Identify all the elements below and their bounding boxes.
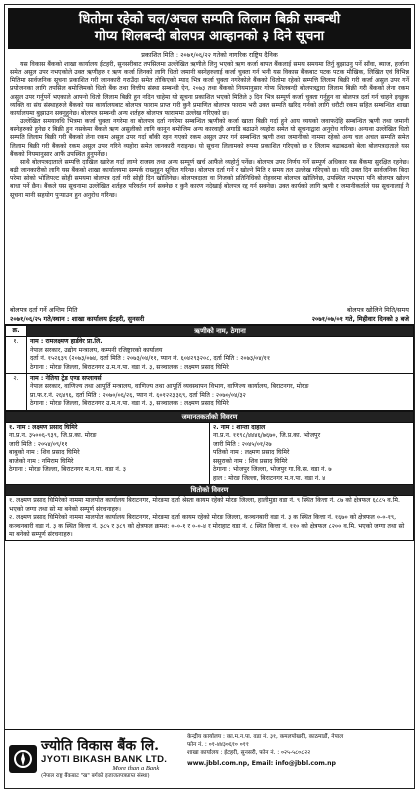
bank-name-english: JYOTI BIKASH BANK LTD. [41,754,168,765]
footer [5,729,414,788]
tender-dates-values [5,315,414,325]
deadline-value: २०७१/०६/२५ गते/स्थान : शाखा कार्यालय ईटहरी, सुनसरी [10,315,145,323]
col-heading-sn: क्र. [6,326,27,337]
bank-website-link[interactable]: www.jbbl.com.np, Email: info@jbbl.com.np [187,759,336,767]
opening-value: २०७१/०७/०१ गते, मिहीवार दिनको ३ बजे [311,315,409,323]
borrower-2-details [27,374,414,411]
guarantor-1-issued: जारी मिति : २०५४/०९/११ [9,440,68,448]
table-row [6,423,414,485]
central-office: केन्द्रीय कार्यालय : का.म.न.पा. वडा नं. ३१, कमलपोखरी, काठमाडौं, नेपाल [187,734,344,740]
collateral-heading: धितोको विवरण [6,484,414,495]
guarantor-1-father: बाबुको नाम : शिव प्रसाद घिमिरे [9,449,80,457]
guarantor-2-citizenship: ना.प्र.न. ११९८/४४४६/७६७०, जि.प्र.का. भोजपुर [213,432,321,440]
guarantor-1-grandfather: बाजेको नाम : नमिराम घिमिरे [9,457,74,465]
guarantor-2-num: २. [213,424,219,432]
guarantor-2-address-1: ठेगाना : भोजपुर जिल्ला, भोजपुर गा.वि.स. वडा नं. ७ [213,466,332,474]
bank-name-block [41,738,167,780]
bank-name-nepali: ज्योति विकास बैंक लि. [41,738,159,754]
guarantor-2-issued: जारी मिति : २०४५/०१/२७ [213,440,272,448]
borrower-2-line2: प्रा.फ.र.नं. २६४९६, दर्ता मिति : २०७०/०६/२६, प्यान नं. ६०१२२३३६९, दर्ता मिति : २०७०/०४/३२ [30,391,246,399]
table-row [6,496,414,541]
col-heading-borrower: ऋणीको नाम, ठेगाना [27,326,414,337]
guarantor-heading: जमानतकर्ताको विवरण [6,411,414,422]
notice-paragraph-3: साथै बोलपत्रदाताले सम्पत्ति दाखिल खारेज गर्दा लाग्ने राजस्व तथा अन्य सम्पूर्ण खर्च आफैंले व्यहोर्नु पर्नेछ। बोलपत्र उपर निर्णय गर्ने सम्पूर्ण अधिकार यस बैंकमा सुरक्षित रहनेछ। बढी जानकारीको लागि यस बैंकको शाखा कार्यालयमा सम्पर्क राख्नुहुन सूचित गरिन्छ। बोलपत्र दर्ता गर्ने र खोल्ने मिति र समय तल उल्लेख गरिएको छ। यदि उक्त दिन सार्वजनिक बिदा परेमा सोको भोलिपल्ट सोही समयमा बोलपत्र दर्ता गरी सोही दिन खोलिनेछ। बोलपत्रदाता वा निजको प्रतिनिधिको रोहवरमा बोलपत्र खोलिनेछ, उपस्थित नभएमा पनि बोलपत्र खोल्न बाधा पर्ने छैन। बैंकले यस सूचनामा उल्लेखित शर्तहरु परिवर्तन गर्न सक्नेछ र कुनै कारण नदेखाई बोलपत्र रद्द गर्न सक्नेछ। उक्त कार्यको लागि ऋणी र जमानीकर्ताले यस सूचनालाई नै सूचना मानी सहयोग पुर्‍याउन हुन अनुरोध गरिन्छ। [10,158,409,199]
collateral-details [6,496,414,541]
publication-info: प्रकाशित मिति : २०७१/०६/२२ गतेको नागरिक राष्ट्रिय दैनिक [141,51,278,59]
guarantor-2-address-2: हाल : मोरङ जिल्ला, बिराटनगर म.न.पा. वडा नं. ४ [213,474,326,482]
table-row [6,374,414,411]
borrower-2-num: २. [6,374,27,411]
opening-label: बोलपत्र खोलिने मिति/समय [346,306,409,314]
borrower-table [5,325,414,411]
notice-title-line-1: धितोमा रहेको चल/अचल सम्पति लिलाम बिक्री सम्बन्धी [78,12,341,27]
guarantor-table [5,411,414,542]
borrower-2-line3: ठेगाना : मोरङ जिल्ला, बिराटनगर उ.म.न.पा. वडा नं. ३, सञ्चालक : लक्ष्मण प्रसाद घिमिरे [30,400,229,408]
bank-logo-block [5,730,183,788]
guarantor-2-father-in-law: ससुराको नाम : शिव प्रसाद घिमिरे [213,457,288,465]
notice-body [5,60,414,305]
branch-office: शाखा कार्यालय : ईटहरी, सुनसरी, फोन नं. : ०२५-५८०८२२ [187,750,311,757]
guarantor-1-citizenship: ना.प्र.न. ३५००६-९३९, जि.प्र.का. मोरङ [9,432,97,440]
guarantor-1-num: १. [9,424,15,432]
tender-dates-labels [5,306,414,315]
table-row [6,337,414,374]
notice-title-line-2: गोप्य शिलबन्दी बोलपत्र आव्हानको ३ दिने सूचना [94,29,325,44]
guarantor-1-address: ठेगाना : मोरङ जिल्ला, बिराटनगर म.न.पा. वडा नं. ३ [9,466,127,474]
central-phone: फोन नं. : ०१-४४३०६१० ०११ [187,742,249,749]
borrower-1-line2: दर्ता नं. १५२६३९ (२०७३/०७४, दर्ता मिति : २०७३/०४/११, प्यान नं. ६०४२९३२०८, दर्ता मिति : २०७३/०४/११ [30,355,271,363]
notice-paragraph-2: उल्लेखित समयावधि भित्रमा कर्जा चुक्ता नगरेमा वा बोलपत्र दर्ता नगरेमा सम्बन्धित ऋणीको कर्जा खाता बिक्री गर्दा हुने आय व्ययको जवाफदेहि सम्बन्धित ऋणी तथा जमानी बस्नेहरुको हुनेछ र बिक्री हुन नसकेमा बैंकले ऋण असुलीको लागि कानून बमोजिम अन्य कारवाही अगाडि बढाउने व्यहोरा समेत यो सूचनाद्वारा अनुरोध गरिन्छ। अन्यथा उल्लेखित धितो सम्पति लिलाम बिक्री गरी बैंकको लेना रकम असुल उपर गर्दा बाँकी रहन गएको रकम असुल उपर गर्न सम्बन्धित ऋणी तथा जमानीको नाममा रहेको अन्य चल अचल सम्पति समेत लिलाम बिक्री गरी बैंकको रकम असुल उपर गरिने व्यहोरा समेत जानकारी गराइन्छ। यो सूचना लिलामको रुपमा प्रकाशित गरिएको छ र लिलाम बढाबढको बेला बोलपत्रदाताले यस बैंकको नियमानुसार आफैं उपस्थित हुनुपर्नेछ। [10,118,409,158]
borrower-1-details [27,337,414,374]
bank-tagline: More than a Bank [112,765,160,772]
guarantor-2-husband: पतिको नाम : लक्ष्मण प्रसाद घिमिरे [213,449,290,457]
notice-paragraph-1: यस विकास बैंकको शाखा कार्यालय ईटहरी, सुनसरीबाट तपसिलमा उल्लेखित ऋणीले लिनु भएको ऋण कर्जा बापत बैंकलाई समय समयमा तिर्नु बुझाउनु पर्ने साँवा, ब्याज, हर्जाना समेत असुल उपर नभएकोले उक्त ऋणीहरु र ऋण कर्जा लिनको लागि धितो जमानी बस्नेहरुलाई कर्जा चुक्ता गर्न भनी यस विकास बैंकबाट पटक पटक मौखिक, लिखित एवं विभिन्न मितिमा सार्वजनिक सूचना प्रकाशित गरी जानकारी गराउँदा समेत तोकिएको म्याद भित्र कर्जा चुक्ता नगरेकोले बैंकको धितोमा रहेको सम्पत्ति लिलाम बिक्री गरी कर्जा असुल उपर गर्ने प्रयोजनका लागि तपसिल बमोजिमको धितो बैंक तथा वित्तीय संस्था सम्बन्धी ऐन, २०७३ तथा बैंकको नियमानुसार गोप्य शिलबन्दी बोलपत्रद्वारा लिलाम बिक्री गरी बैंकको लेना रकम असुल उपर गर्नुपर्ने भएकाले आफ्नो धितो लिलाम बिक्री हुन नदिन चाहेमा यो सूचना प्रकाशित भएको मितिले ३ दिन भित्र सम्पूर्ण कर्जा चुक्ता गर्नुहुन वा बोलपत्र दर्ता गर्न चाहने इच्छुक व्यक्ति वा संघ संस्थाहरुले बैंकको यस कार्यालयबाट बोलपत्र फाराम प्राप्त गरी कुनै प्रमाणित बोलपत्र फाराम भरी उक्त सम्पति खरिद गर्नको लागि धरौटी रकम सहित सम्बन्धित शाखा कार्यालयमा बुझाउन सक्नुहुनेछ। बोलपत्र सम्बन्धी अन्य शर्तहरु बोलपत्र फाराममा उल्लेख गरिएको छ। [10,61,409,117]
collateral-item-1: १. लक्ष्मण प्रसाद घिमिरेको नाममा मालपोत कार्यालय बिराटनगर, मोरङमा दर्ता श्रेस्ता कायम रहेको मोरङ जिल्ला, हालीमुडा वडा नं. ९ स्थित कित्ता नं. ८७ को क्षेत्रफल ६८८५ व.मि. भएको जग्गा तथा सो मा बनेको सम्पूर्ण संरचनाहरु। [9,497,400,513]
collateral-item-2: २. लक्ष्मण प्रसाद घिमिरेको नाममा मालपोत कार्यालय बिराटनगर, मोरङमा दर्ता कायम रहेको मोरङ जिल्ला, कञ्चनबारी वडा नं. ३ क स्थित कित्ता नं. १६७० को क्षेत्रफल ०-०-१९, कञ्चनबारी वडा नं. ३ क स्थित कित्ता नं. ३८५ र ३८९ को क्षेत्रफल क्रमश: ०-०-१ र ०-०-४ र मोराहाट वडा नं. ८ स्थित कित्ता नं. ११० को क्षेत्रफल ८२०० व.मि. भएको जग्गा तथा सो मा बनेको सम्पूर्ण संरचनाहरु। [9,514,405,538]
notice-page [4,4,415,789]
guarantor-1 [6,423,210,485]
borrower-1-line1: नेपाल सरकार, उद्योग मन्त्रालय, कम्पनी रजिष्ट्रारको कार्यालय [30,346,163,354]
notice-title-band [8,8,411,49]
guarantor-1-name-text: नाम : लक्ष्मण प्रसाद घिमिरे [16,424,78,432]
bank-license-note: (नेपाल राष्ट्र बैंकबाट "ख" बर्गको इजाजतपत्रप्राप्त संस्था) [41,773,150,779]
bank-contact-block [183,730,414,788]
borrower-2-name: नाम : नेतिया ट्रेड एण्ड सप्लायर्स [30,375,102,383]
deadline-label: बोलपत्र दर्ता गर्ने अन्तिम मिति [10,306,78,314]
borrower-2-line1: नेपाल सरकार, वाणिज्य तथा आपूर्ति मन्त्रालय, वाणिज्य तथा आपूर्ति व्यवस्थापन विभाग, वाणिज्य कार्यालय, बिराटनगर, मोरङ [30,383,309,391]
borrower-1-name: नाम : रामलक्ष्मण हार्डवेर प्रा.लि. [30,338,103,346]
borrower-1-num: १. [6,337,27,374]
guarantor-2-name-text: नाम : शान्ता दाहाल [220,424,266,432]
borrower-1-line3: ठेगाना : मोरङ जिल्ला, बिराटनगर उ.म.न.पा. वडा नं. ३, सञ्चालक : लक्ष्मण प्रसाद घिमिरे [30,363,229,371]
guarantor-2 [210,423,414,485]
bank-logo-icon [9,745,37,773]
